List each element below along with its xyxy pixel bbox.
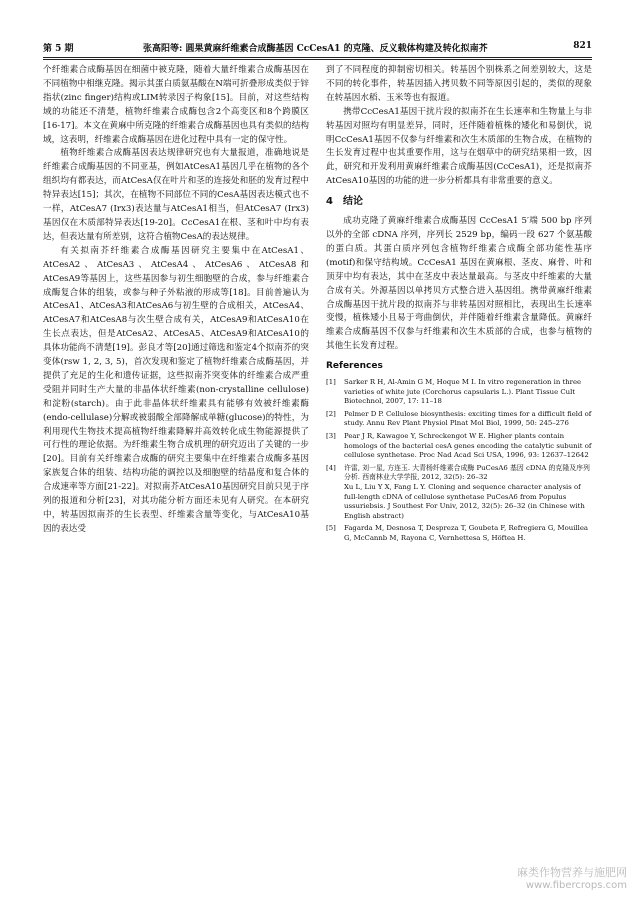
left-column: [43, 64, 309, 537]
reference-number: [1]: [326, 378, 336, 387]
paragraph: 有关拟南芥纤维素合成酶基因研究主要集中在AtCesA1、AtCesA2、AtCesA3、AtCesA4、AtCesA6、AtCesA8和AtCesA9等基因上，这些基因参与初生细胞壁的合成，参与纤维素合成酶复合体的组装，或参与种子外粘液的形成等[18]。目前普遍认为AtCesA1、AtCesA3和AtCesA6与初生壁的合成相关，AtCesA4、AtCesA7和AtCesA8与次生壁合成有关，AtCesA9和AtCesA10在生长点表达，但是AtCesA2、AtCesA5、AtCesA9和AtCesA10的具体功能尚不清楚[19]。彭良才等[20]通过筛选和鉴定4个拟南芥的突变体(rsw 1, 2, 3, 5)，首次发现和鉴定了植物纤维素合成酶基因，并提供了充足的生化和遗传证据，这些拟南芥突变体的纤维素合成严重受阻并同时生产大量的非晶体状纤维素(non-crystalline cellulose)和淀粉(starch)。由于此非晶体状纤维素具有能够有效被纤维素酶(endo-cellulase)分解或被弱酸全部降解成单糖(glucose)的特性，为利用现代生物技术提高植物纤维素降解并高效转化成生物能源提供了可行性的理论依据。为纤维素生物合成机理的研究迈出了关键的一步[20]。目前有关纤维素合成酶的研究主要集中在纤维素合成酶多基因家族复合体的组装、结构功能的调控以及细胞壁的结晶度和复合体的合成速率等方面[21-22]。对拟南芥AtCesA10基因研究目前只见于序列的报道和分析[23]，对其功能分析方面还未见有人研究。在本研究中，转基因拟南芥的生长表型、纤维素含量等变化，与AtCesA10基因的表达受: [43, 245, 309, 534]
paragraph: 到了不同程度的抑制密切相关。转基因个别株系之间差别较大，这是不同的转化事件，转基因插入拷贝数不同等原因引起的，类似的现象在转基因水稻、玉米等也有报道。: [326, 65, 592, 103]
watermark: [517, 864, 627, 891]
right-column: [326, 64, 592, 547]
paragraph: 植物纤维素合成酶基因表达规律研究也有大量报道，准确地说是纤维素合成酶基因的不同亚基，例如AtCesA1基因几乎在植物的各个组织均有都表达，而AtCesA仅在叶片和茎的连接处和胚的发育过程中特异表达[15]；其次，在植物不同部位不同的CesA基因表达模式也不一样，AtCesA7 (Irx3)表达量与AtCesA1相当，但AtCesA7 (Irx3)基因仅在木质部特异表达[19-20]。CcCesA1在根、茎和叶中均有表达，但表达量有所差别，这符合植物CesA的表达规律。: [43, 148, 309, 242]
reference-text-english: Xu L, Liu Y X, Fang L Y. Cloning and sequence character analysis of full-length cDNA of cellulose synthetase PuCesA6 from Populus ussuriebsis. J Southest For Univ, 2012, 32(5): 26–32 (in Chinese with English abstract): [344, 482, 585, 520]
references-heading: References: [326, 361, 383, 372]
conclusion-paragraph: 成功克隆了黄麻纤维素合成酶基因 CcCesA1 5′端 500 bp 序列以外的全部 cDNA 序列，序列长 2529 bp，编码一段 627 个氨基酸的蛋白质。其蛋白质序列包含植物纤维素合成酶全部功能性基序(motif)和保守结构域。CcCesA1 基因在黄麻根、茎皮、麻骨、叶和顶芽中均有表达，其中在茎皮中表达量最高。与茎皮中纤维素的大量合成有关。外源基因以单拷贝方式整合进入基因组。携带黄麻纤维素合成酶基因干扰片段的拟南芥与非转基因对照相比，表现出生长速率变慢，植株矮小且易于弯曲倒伏，并伴随着纤维素含量降低。黄麻纤维素合成酶基因不仅参与纤维素和次生木质部的合成，也参与植物的其他生长发育过程。: [326, 216, 592, 352]
reference-item: [326, 410, 592, 429]
reference-text: Fagarda M, Desnosa T, Despreza T, Goubeta F, Refregiera G, Mouillea G, McCannb M, Rayona C, Vernhettesa S, Höftea H.: [344, 524, 589, 542]
reference-item: [326, 432, 592, 461]
header-rule-top: [43, 57, 592, 58]
reference-number: [4]: [326, 463, 336, 472]
running-header: [43, 36, 592, 56]
section-heading-conclusion: 4 结论: [326, 196, 363, 208]
paragraph: 携带CcCesA1基因干扰片段的拟南芥在生长速率和生物量上与非转基因对照均有明显差异，同时，还伴随着植株的矮化和易倒伏，说明CcCesA1基因不仅参与纤维素和次生木质部的生物合成，在植物的生长发育过程中也其重要作用，这与在烟草中的研究结果相一致，因此，研究和开发利用黄麻纤维素合成酶基因(CcCesA1)，还是拟南芥AtCesA10基因的功能的进一步分析都具有非常重要的意义。: [326, 106, 592, 187]
issue-number: 第 5 期: [43, 44, 74, 54]
header-rule-bottom: [43, 59, 592, 60]
reference-text: Sarker R H, Al-Amin G M, Hoque M I. In vitro regeneration in three varieties of white jute (Corchorus capsularis L.). Plant Tissue Cult Biotechnol, 2007, 17: 11–18: [344, 378, 582, 406]
reference-item: [326, 378, 592, 407]
reference-number: [3]: [326, 432, 336, 440]
reference-number: [2]: [326, 409, 336, 418]
reference-number: [5]: [326, 524, 336, 533]
reference-text: Pear J R, Kawagoe Y, Schreckengot W E. Higher plants contain homologs of the bacterial cesA genes encoding the catalytic subunit of cellulose synthetase. Proc Nad Acad Sci USA, 1996, 93: 12637–12642: [344, 432, 592, 460]
reference-item: [326, 524, 592, 543]
reference-list: [326, 378, 592, 544]
reference-text: 许雷, 刘一星, 方连玉. 大青杨纤维素合成酶 PuCesA6 基因 cDNA 的克隆及序列分析. 西南林业大学学报, 2012, 32(5): 26–32: [344, 463, 590, 482]
reference-text: Pelmer D P. Cellulose biosynthesis: exciting times for a difficult field of study. Annu Rev Plant Physiol Plnat Mol Biol, 1999, 50: 245–276: [344, 409, 592, 428]
running-title: 张高阳等: 圆果黄麻纤维素合成酶基因 CcCesA1 的克隆、反义载体构建及转化拟南芥: [143, 44, 488, 54]
watermark-site-name: 麻类作物营养与施肥网: [517, 866, 627, 879]
reference-item: [326, 464, 592, 522]
paragraph: 个纤维素合成酶基因在细菌中被克隆，随着大量纤维素合成酶基因在不同植物中相继克隆。揭示其蛋白质氨基酸在N端可折叠形成类似于锌指状(zinc finger)结构或LIM转录因子构象[15]。目前，对这些结构域的功能还不清楚，植物纤维素合成酶包含2个高变区和8个跨膜区[16-17]。本文在黄麻中所克隆的纤维素合成酶基因也具有类似的结构域，这表明，纤维素合成酶基因在进化过程中具有一定的保守性。: [43, 65, 309, 145]
watermark-url: www.fibercrops.com: [525, 880, 627, 891]
page-number: 821: [573, 41, 592, 51]
